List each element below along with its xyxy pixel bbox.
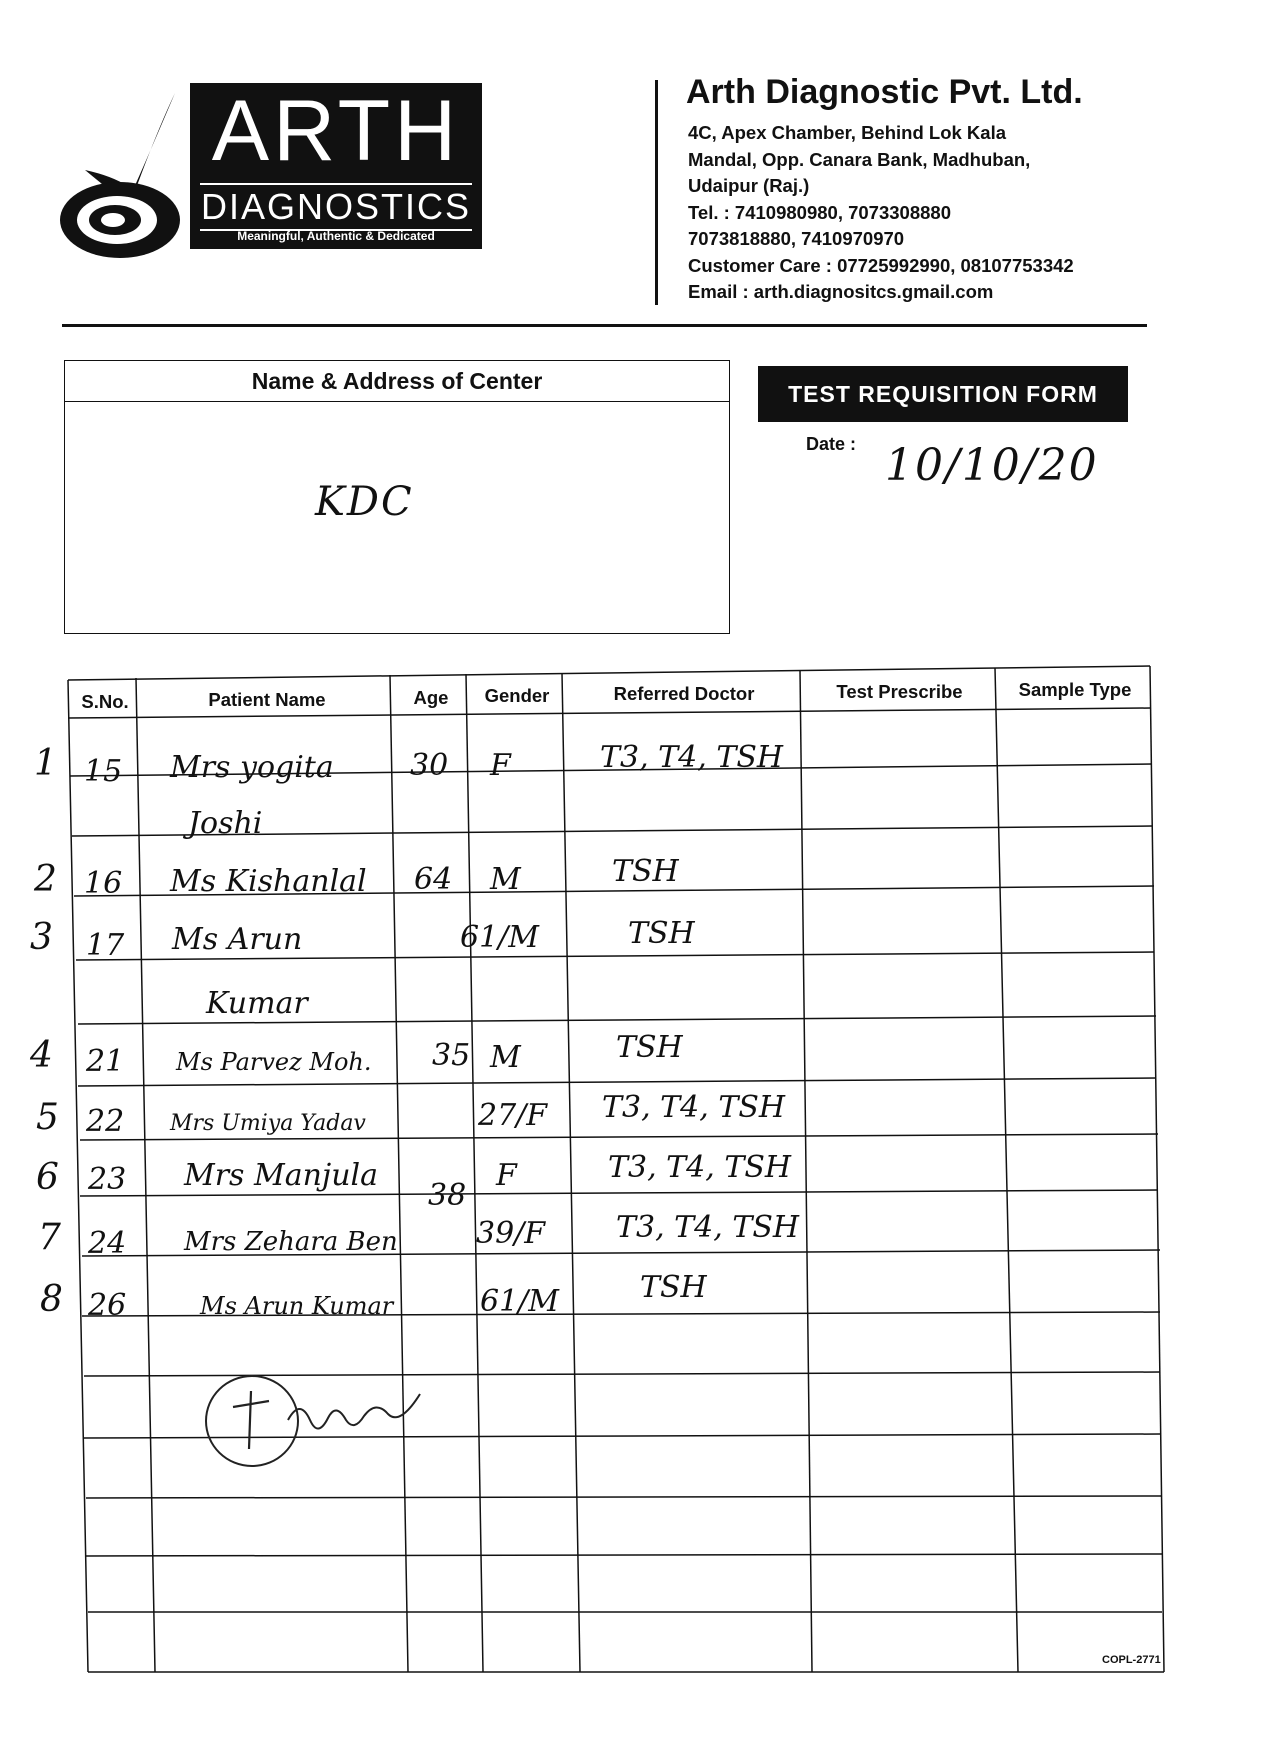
- row-age: 38: [428, 1178, 467, 1213]
- header-referred-doctor: Referred Doctor: [613, 683, 755, 704]
- row-age: 64: [414, 862, 453, 897]
- row-age: 39/F: [476, 1216, 546, 1251]
- row-patient-name: Mrs Umiya Yadav: [170, 1111, 366, 1136]
- header-age: Age: [413, 687, 449, 708]
- center-value: KDC: [315, 479, 414, 525]
- row-number: 1: [34, 743, 57, 784]
- email-line: Email : arth.diagnositcs.gmail.com: [688, 281, 994, 302]
- header-test-prescribe: Test Prescribe: [836, 681, 963, 702]
- row-sno: 15: [84, 754, 123, 789]
- header-patient-name: Patient Name: [208, 689, 326, 710]
- row-tests: T3, T4, TSH: [616, 1210, 800, 1245]
- row-patient-name: Ms Parvez Moh.: [176, 1048, 372, 1076]
- row-number: 8: [40, 1279, 63, 1320]
- row-tests: T3, T4, TSH: [608, 1150, 792, 1185]
- form-title: TEST REQUISITION FORM: [758, 366, 1128, 422]
- header-sample-type: Sample Type: [1018, 679, 1132, 700]
- phone-line: 7073818880, 7410970970: [688, 228, 905, 249]
- row-age: 30: [410, 748, 449, 783]
- row-sno: 16: [84, 866, 123, 901]
- company-name: Arth Diagnostic Pvt. Ltd.: [686, 73, 1083, 111]
- row-number: 7: [38, 1217, 61, 1258]
- phone-line: Tel. : 7410980980, 7073308880: [688, 201, 951, 223]
- date-label: Date :: [806, 434, 857, 454]
- header-sno: S.No.: [81, 691, 129, 712]
- address-line: Udaipur (Raj.): [688, 175, 810, 196]
- row-sno: 24: [88, 1226, 127, 1261]
- row-sno: 17: [86, 928, 125, 963]
- row-number: 6: [36, 1157, 59, 1198]
- row-gender: F: [490, 748, 511, 783]
- form-code: COPL-2771: [1102, 1654, 1161, 1666]
- row-age: 35: [432, 1038, 471, 1073]
- row-sno: 23: [88, 1162, 127, 1197]
- logo-tagline: Meaningful, Authentic & Dedicated: [237, 229, 435, 243]
- row-age: 61/M: [480, 1284, 559, 1319]
- row-sno: 22: [86, 1104, 125, 1139]
- signature-cross: [225, 1385, 275, 1455]
- row-patient-name-cont: Kumar: [206, 986, 308, 1021]
- row-gender: M: [490, 862, 521, 897]
- row-age: 61/M: [460, 920, 539, 955]
- row-number: 4: [30, 1035, 53, 1076]
- row-gender: F: [496, 1158, 517, 1193]
- row-sno: 21: [86, 1044, 125, 1079]
- logo-sub: DIAGNOSTICS: [200, 183, 472, 231]
- header-gender: Gender: [484, 685, 550, 706]
- row-tests: TSH: [612, 854, 679, 889]
- date-value: 10/10/20: [885, 440, 1099, 491]
- row-tests: TSH: [640, 1270, 707, 1305]
- row-number: 3: [30, 917, 53, 958]
- signature-scribble: [280, 1380, 430, 1450]
- row-patient-name: Mrs yogita: [170, 750, 334, 785]
- center-title: Name & Address of Center: [65, 361, 729, 402]
- row-patient-name: Ms Arun Kumar: [200, 1292, 394, 1320]
- address-line: 4C, Apex Chamber, Behind Lok Kala: [688, 122, 1007, 143]
- address-line: Mandal, Opp. Canara Bank, Madhuban,: [688, 148, 1031, 170]
- row-patient-name: Ms Arun: [172, 922, 303, 957]
- row-tests: TSH: [628, 916, 695, 951]
- row-patient-name: Mrs Manjula: [184, 1158, 379, 1193]
- row-patient-name: Ms Kishanlal: [170, 864, 367, 899]
- customer-care-line: Customer Care : 07725992990, 08107753342: [688, 254, 1074, 276]
- row-tests: T3, T4, TSH: [602, 1090, 786, 1125]
- row-tests: TSH: [616, 1030, 683, 1065]
- row-gender: M: [490, 1040, 521, 1075]
- row-number: 2: [34, 859, 57, 900]
- logo-word: ARTH: [211, 83, 461, 179]
- row-sno: 26: [88, 1288, 127, 1323]
- row-patient-name-cont: Joshi: [188, 806, 263, 841]
- row-tests: T3, T4, TSH: [600, 740, 784, 775]
- row-age: 27/F: [478, 1098, 548, 1133]
- row-number: 5: [36, 1097, 59, 1138]
- row-patient-name: Mrs Zehara Ben: [184, 1227, 398, 1257]
